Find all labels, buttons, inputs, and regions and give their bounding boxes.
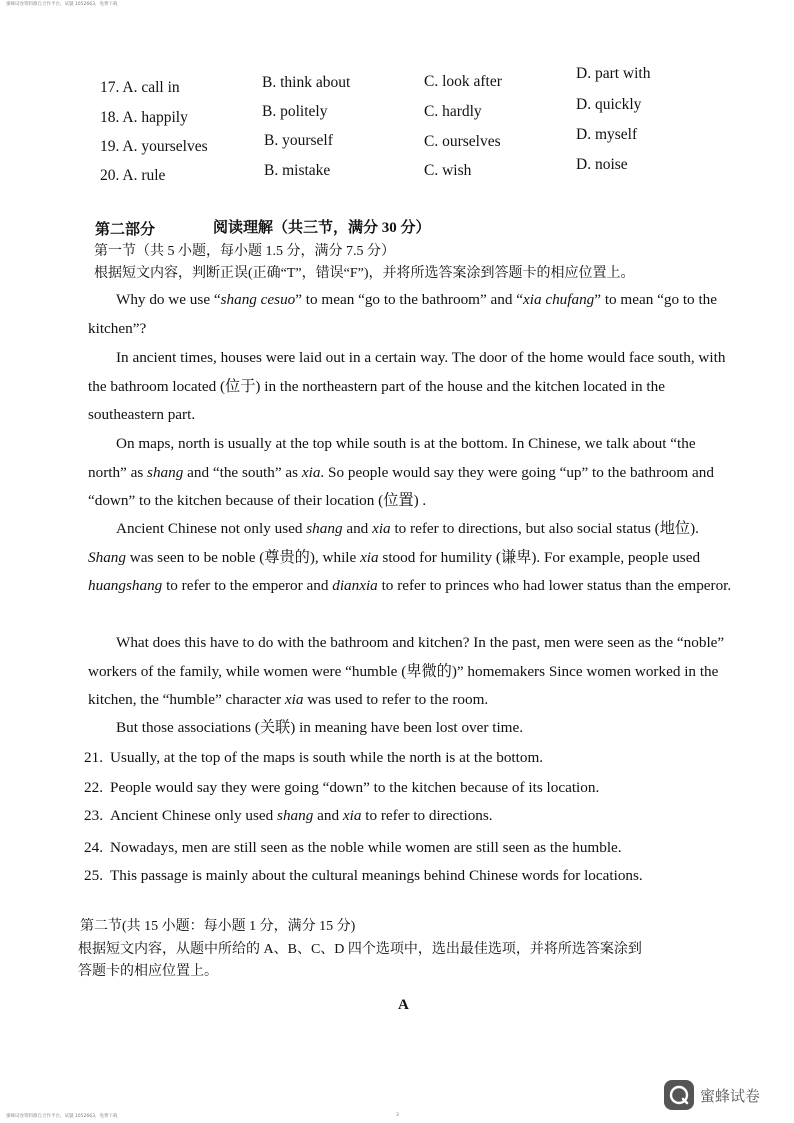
- watermark: [664, 1080, 774, 1112]
- option-18-c: C. hardly: [424, 103, 482, 120]
- option-20-d: D. noise: [576, 156, 628, 173]
- option-18-b: B. politely: [262, 103, 328, 120]
- watermark-text: 蜜蜂试卷: [700, 1087, 761, 1105]
- bee-logo-icon: [664, 1080, 694, 1110]
- passage-paragraph-5: What does this have to do with the bathroom and kitchen? In the past, men were seen as the “noble” workers of the family, while women were “humble (卑微的)” homemakers Since women worked in the kitchen, the “humble” character xia was used to refer to the room.: [88, 634, 725, 708]
- section2-instruction-line1: 根据短文内容，从题中所给的 A、B、C、D 四个选项中，选出最佳选项，并将所选答案涂到: [78, 942, 642, 957]
- question-25: 25. This passage is mainly about the cultural meanings behind Chinese words for locations.: [84, 867, 643, 884]
- passage-paragraph-1: Why do we use “shang cesuo” to mean “go to the bathroom” and “xia chufang” to mean “go to the kitchen”?: [88, 291, 718, 337]
- page-number: 3: [396, 1113, 399, 1118]
- option-18-d: D. quickly: [576, 96, 642, 113]
- question-23: 23. Ancient Chinese only used shang and xia to refer to directions.: [84, 807, 493, 824]
- section1-instruction: 根据短文内容，判断正误(正确“T”，错误“F”)，并将所选答案涂到答题卡的相应位置上。: [94, 266, 635, 281]
- section1-title: 第一节（共 5 小题，每小题 1.5 分，满分 7.5 分）: [94, 244, 395, 259]
- question-24: 24. Nowadays, men are still seen as the noble while women are still seen as the humble.: [84, 839, 622, 856]
- footer-note: 蜜蜂试卷资料源自合作平台，试题 1052663，免费下载: [6, 1114, 118, 1119]
- option-19-c: C. ourselves: [424, 133, 501, 150]
- passage-paragraph-6: But those associations (关联) in meaning have been lost over time.: [116, 719, 524, 736]
- passage-paragraph-3: On maps, north is usually at the top while south is at the bottom. In Chinese, we talk about “the north” as shang and “the south” as xia. So people would say they were going “up” to the bathroom and “down” to the kitchen because of their location (位置) .: [88, 435, 714, 509]
- option-19-b: B. yourself: [264, 132, 333, 149]
- part-label: 第二部分: [95, 222, 156, 238]
- option-18-a: 18. A. happily: [100, 109, 188, 126]
- section2-title: 第二节(共 15 小题：每小题 1 分，满分 15 分): [80, 919, 356, 934]
- header-note: 蜜蜂试卷资料源自合作平台，试题 1052663，免费下载: [6, 2, 118, 7]
- option-20-b: B. mistake: [264, 162, 331, 179]
- part-title: 阅读理解（共三节，满分 30 分）: [213, 220, 431, 236]
- option-17-b: B. think about: [262, 74, 351, 91]
- passage-paragraph-4: Ancient Chinese not only used shang and xia to refer to directions, but also social status (地位). Shang was seen to be noble (尊贵的), while xia stood for humility (谦卑). For example, people used huangshang to refer to the emperor and dianxia to refer to princes who had lower status than the emperor.: [88, 520, 732, 594]
- question-22: 22. People would say they were going “down” to the kitchen because of its location.: [84, 779, 600, 796]
- option-20-a: 20. A. rule: [100, 167, 166, 184]
- section2-instruction-line2: 答题卡的相应位置上。: [78, 964, 218, 979]
- option-17-a: 17. A. call in: [100, 79, 180, 96]
- option-17-c: C. look after: [424, 73, 502, 90]
- option-17-d: D. part with: [576, 65, 651, 82]
- question-21: 21. Usually, at the top of the maps is south while the north is at the bottom.: [84, 749, 544, 766]
- passage-letter: A: [398, 997, 409, 1013]
- option-20-c: C. wish: [424, 162, 472, 179]
- passage-paragraph-2: In ancient times, houses were laid out in a certain way. The door of the home would face south, with the bathroom located (位于) in the northeastern part of the house and the kitchen located in the southeastern part.: [88, 349, 726, 423]
- option-19-a: 19. A. yourselves: [100, 138, 208, 155]
- option-19-d: D. myself: [576, 126, 638, 143]
